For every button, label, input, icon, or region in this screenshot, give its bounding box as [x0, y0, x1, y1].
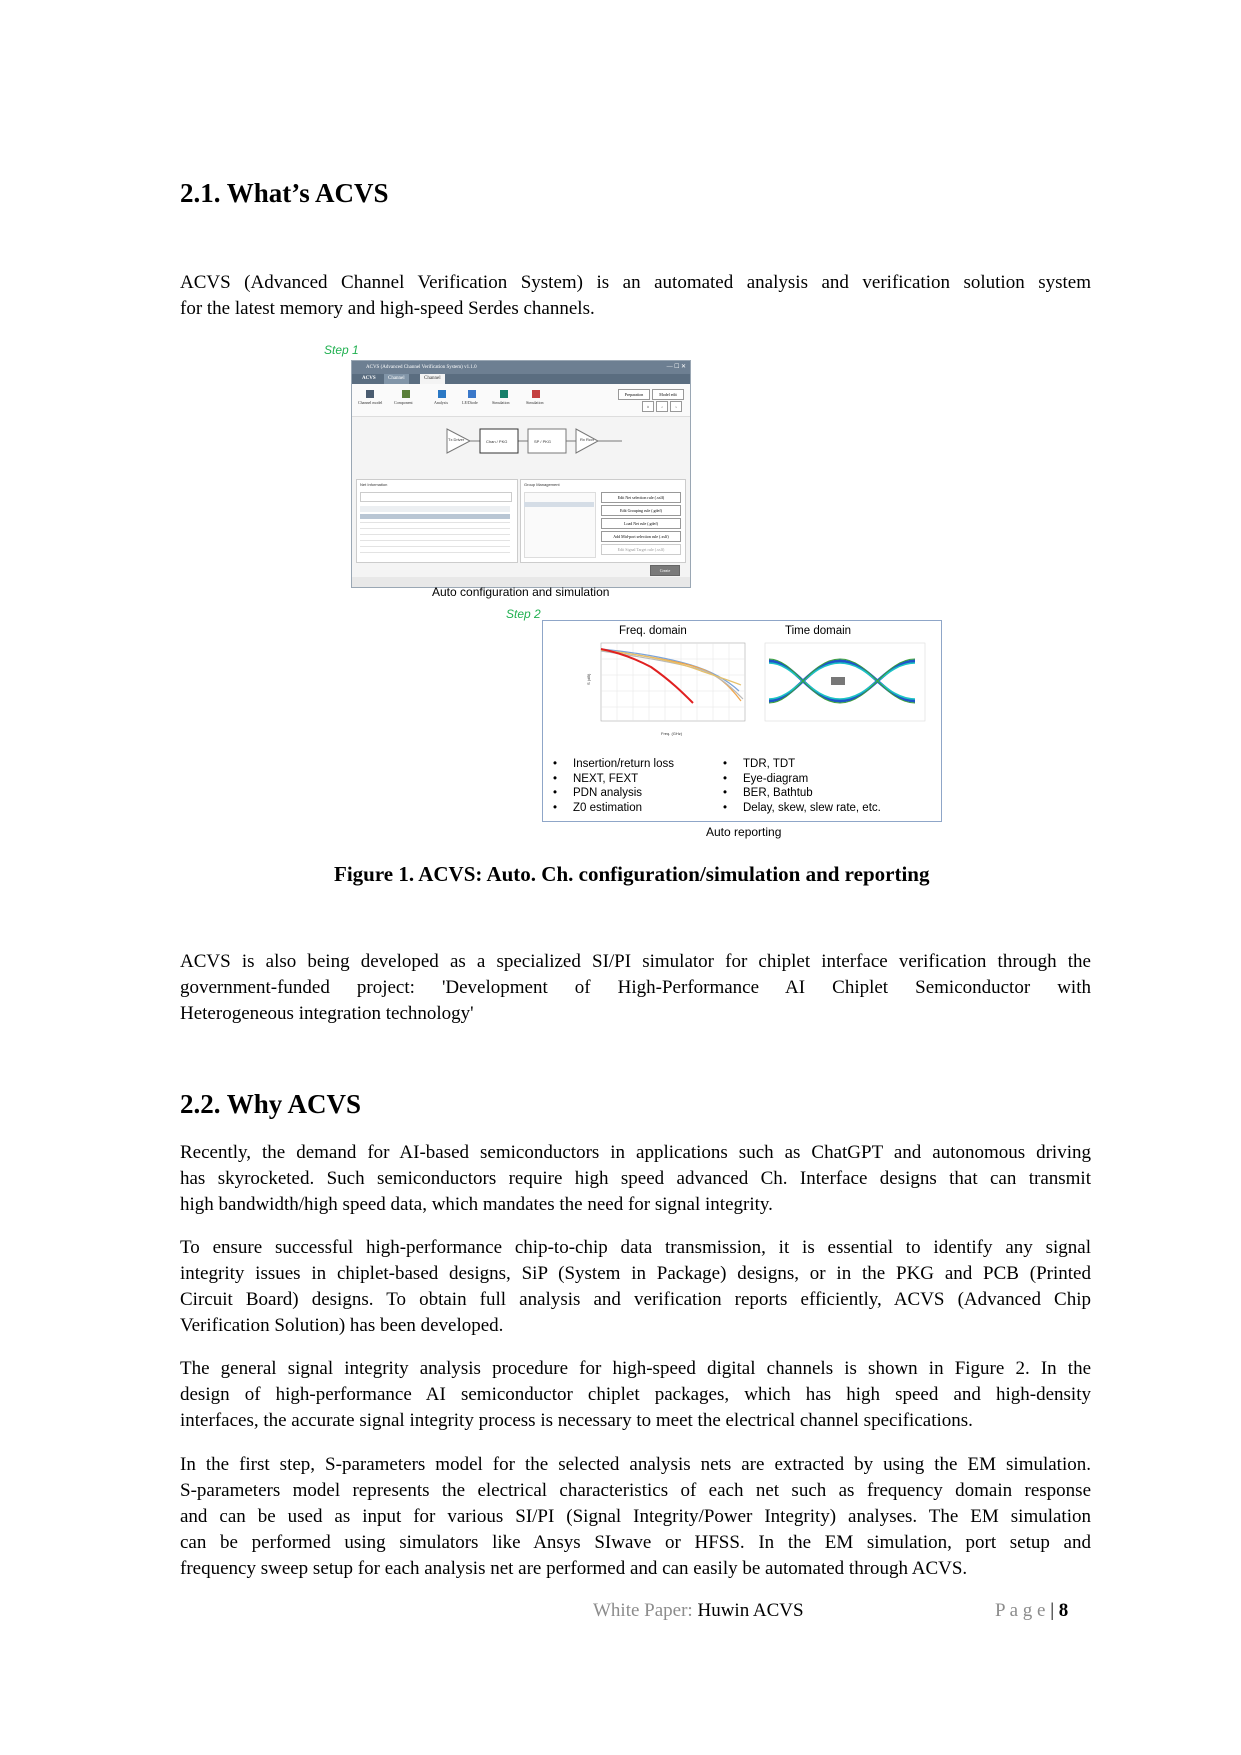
forward-icon: › — [670, 401, 682, 412]
text-line: To ensure successful high-performance chip-to-chip data transmission, it is essential to identify any signal — [180, 1237, 1091, 1258]
channel-model-icon — [366, 390, 374, 398]
block-label: Chan / PKG — [486, 439, 508, 444]
why-paragraph-4 — [180, 1452, 1091, 1582]
le-diode-icon — [468, 390, 476, 398]
block-label: SP / PKG — [534, 439, 552, 444]
freq-domain-title: Freq. domain — [619, 625, 687, 637]
text-line: high bandwidth/high speed data, which mandates the need for signal integrity. — [180, 1194, 773, 1215]
eye-mask — [831, 677, 845, 685]
ribbon — [352, 384, 690, 417]
text-line: Recently, the demand for AI-based semiconductors in applications such as ChatGPT and autonomous driving — [180, 1142, 1091, 1163]
bullets-left — [553, 757, 674, 815]
table-header — [360, 506, 510, 512]
footer-name: Huwin ACVS — [697, 1600, 804, 1621]
bullet-item: • Z0 estimation — [553, 801, 674, 816]
why-paragraph-1 — [180, 1140, 1091, 1218]
text-line: S-parameters model represents the electrical characteristics of each net such as frequency domain response — [180, 1480, 1091, 1501]
bullets-right — [723, 757, 881, 815]
chiplet-paragraph — [180, 949, 1091, 1027]
page-label: P a g e — [995, 1600, 1046, 1621]
back-icon: ‹ — [656, 401, 668, 412]
window-title: ACVS (Advanced Channel Verification System) v1.1.0 — [366, 365, 477, 370]
edit-grouping-button: Edit Grouping rule (.gdef) — [601, 505, 681, 516]
text-line: In the first step, S-parameters model for the selected analysis nets are extracted by using the EM simulation. — [180, 1454, 1091, 1475]
group-row-selected — [524, 502, 594, 507]
add-midport-button: Add Mid-port selection rule (.xslf) — [601, 531, 681, 542]
freq-domain-plot — [581, 641, 751, 737]
report-caption: Auto reporting — [706, 825, 782, 839]
page-number: 8 — [1058, 1600, 1069, 1621]
text-line: and can be used as input for various SI/PI (Signal Integrity/Power Integrity) analyses. The EM simulation — [180, 1506, 1091, 1527]
why-paragraph-2 — [180, 1235, 1091, 1339]
app-logo: ACVS — [362, 376, 376, 381]
group-management-panel — [520, 479, 686, 563]
ribbon-label: Component — [394, 400, 413, 405]
freq-ylabel: S (dB) — [586, 673, 591, 685]
panel-title: Group Management — [524, 482, 560, 487]
text-line: Verification Solution) has been developed. — [180, 1315, 504, 1336]
bullet-item: • Insertion/return loss — [553, 757, 674, 772]
ribbon-label: Simulation — [492, 400, 510, 405]
ribbon-label: Simulation — [526, 400, 544, 405]
block-label: Rx Rcvr — [580, 437, 595, 442]
footer-prefix: White Paper: — [593, 1600, 698, 1621]
bullet-item: • Delay, skew, slew rate, etc. — [723, 801, 881, 816]
text-line: government-funded project: 'Development of High-Performance AI Chiplet Semiconductor with — [180, 977, 1091, 998]
why-paragraph-3 — [180, 1356, 1091, 1434]
tab-channel: Channel — [384, 374, 409, 384]
bullet-item: • PDN analysis — [553, 786, 674, 801]
load-net-rule-button: Load Net rule (.gdef) — [601, 518, 681, 529]
preparation-button: Preparation — [618, 389, 650, 400]
net-information-panel — [356, 479, 518, 563]
bullet-item: • NEXT, FEXT — [553, 772, 674, 787]
section-heading-2-1: 2.1. What’s ACVS — [180, 178, 389, 208]
step2-label: Step 2 — [506, 607, 541, 621]
ribbon-label: LE/Diode — [462, 400, 478, 405]
shot-caption: Auto configuration and simulation — [432, 585, 610, 599]
bullet-item: • BER, Bathtub — [723, 786, 881, 801]
text-line: integrity issues in chiplet-based designs, SiP (System in Package) designs, or in the PKG and PCB (Printed — [180, 1263, 1091, 1284]
text-line: has skyrocketed. Such semiconductors require high speed advanced Ch. Interface designs that can transmit — [180, 1168, 1091, 1189]
auto-report-panel — [542, 620, 942, 822]
text-line: design of high-performance AI semiconductor chiplet packages, which has high speed and high-density — [180, 1384, 1091, 1405]
window-titlebar — [352, 361, 690, 374]
section-heading-2-2: 2.2. Why ACVS — [180, 1089, 362, 1119]
analysis-icon — [438, 390, 446, 398]
text-line: ACVS is also being developed as a specialized SI/PI simulator for chiplet interface verification through the — [180, 951, 1091, 972]
text-line: The general signal integrity analysis procedure for high-speed digital channels is shown in Figure 2. In the — [180, 1358, 1091, 1379]
create-button: Create — [650, 565, 680, 576]
table-row-selected — [360, 514, 510, 519]
intro-paragraph — [180, 270, 1091, 322]
model-edit-button: Model edit — [652, 389, 684, 400]
simulation-run-icon — [532, 390, 540, 398]
bullet-item: • Eye-diagram — [723, 772, 881, 787]
time-domain-title: Time domain — [785, 625, 852, 637]
channel-block-diagram — [352, 417, 690, 473]
footer-title — [593, 1600, 804, 1622]
tab-channel-active: Channel — [420, 374, 445, 384]
edit-net-selection-button: Edit Net selection rule (.xslf) — [601, 492, 681, 503]
simulation-icon — [500, 390, 508, 398]
edit-signal-target-button: Edit Signal Target rule (.xslf) — [601, 544, 681, 555]
ribbon-label: Analysis — [434, 400, 448, 405]
channel-select — [360, 492, 512, 502]
component-icon — [402, 390, 410, 398]
home-icon: ⌂ — [642, 401, 654, 412]
text-line: for the latest memory and high-speed Serdes channels. — [180, 298, 595, 319]
page-separator: | — [1045, 1600, 1059, 1621]
page-number-area — [995, 1600, 1068, 1622]
text-line: Circuit Board) designs. To obtain full analysis and verification reports efficiently, ACVS (Advanced Chip — [180, 1289, 1091, 1310]
window-controls-icon: — ☐ ✕ — [666, 364, 686, 370]
text-line: ACVS (Advanced Channel Verification System) is an automated analysis and verification solution system — [180, 272, 1091, 293]
text-line: frequency sweep setup for each analysis net are performed and can easily be automated through ACVS. — [180, 1558, 968, 1579]
text-line: Heterogeneous integration technology' — [180, 1003, 474, 1024]
ribbon-label: Channel model — [358, 400, 383, 405]
text-line: can be performed using simulators like Ansys SIwave or HFSS. In the EM simulation, port setup and — [180, 1532, 1091, 1553]
bullet-item: • TDR, TDT — [723, 757, 881, 772]
eye-diagram-plot — [755, 641, 931, 737]
block-label: Tx Driver — [448, 437, 465, 442]
panel-title: Net Information — [360, 482, 388, 487]
figure-caption: Figure 1. ACVS: Auto. Ch. configuration/simulation and reporting — [334, 862, 930, 886]
acvs-app-screenshot — [351, 360, 691, 588]
text-line: interfaces, the accurate signal integrity process is necessary to meet the electrical channel specifications. — [180, 1410, 973, 1431]
freq-xlabel: Freq. (GHz) — [661, 731, 683, 736]
step1-label: Step 1 — [324, 343, 359, 357]
